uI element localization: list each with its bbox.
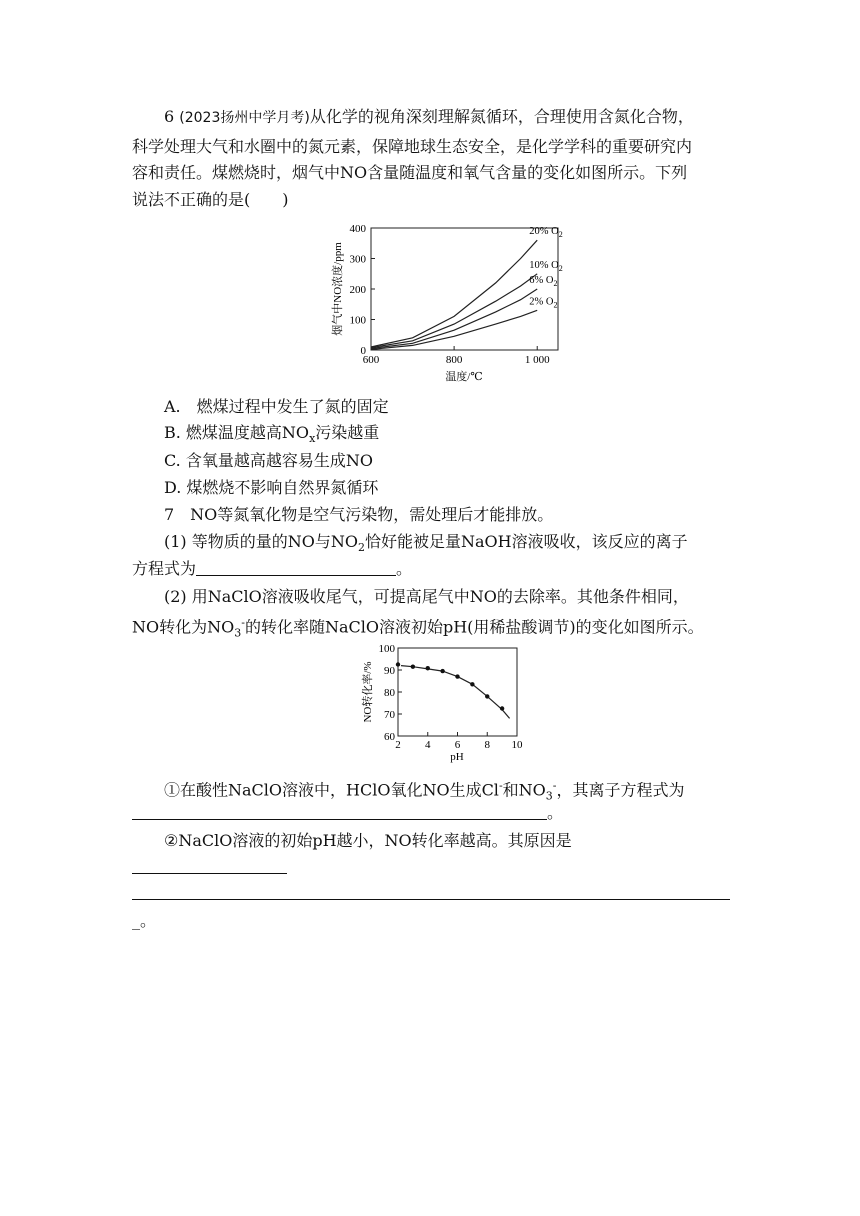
chart1-xtick-label: 1 000 (524, 354, 550, 366)
q7-s1-end: 。 (547, 803, 564, 822)
chart1-xlabel: 温度/℃ (445, 371, 483, 383)
chart1-xtick-label: 600 (362, 354, 380, 366)
q7-p2-a: NO转化为NO (132, 617, 235, 637)
chart-no-concentration (325, 218, 570, 388)
q7-p1-line1 (164, 532, 764, 558)
chart2-xtick-label: 4 (425, 739, 431, 751)
chart1-series-label: 6% $O_2$ (529, 275, 558, 288)
chart2-ytick-label: 100 (378, 643, 395, 655)
q7-p2-line1: (2) 用NaClO溶液吸收尾气，可提高尾气中NO的去除率。其他条件相同， (164, 587, 689, 606)
q7-p1-blank[interactable] (196, 559, 396, 576)
chart2-point (411, 665, 415, 669)
chart1-ytick-label: 200 (349, 284, 366, 296)
chart1-ytick-label: 0 (360, 345, 366, 357)
q7-intro: 7 NO等氮氧化物是空气污染物，需处理后才能排放。 (164, 505, 554, 524)
q7-s1-b: 和NO (502, 780, 546, 800)
chart1-series-label: 10% $O_2$ (529, 259, 563, 273)
q6-line4: 说法不正确的是( ) (132, 190, 289, 209)
q7-s2-end: _。 (132, 911, 157, 930)
q7-p1-label: 方程式为 (132, 559, 197, 578)
chart2-point (440, 669, 444, 673)
q6-number: 6 (164, 107, 175, 126)
q7-s2-blank-line1 (132, 857, 732, 877)
q7-p1-line2 (132, 559, 732, 579)
chart-no-conversion (357, 642, 537, 764)
chart2-point (470, 682, 474, 686)
q7-s1-sub: 3 (545, 789, 553, 803)
chart1-ytick-label: 400 (349, 223, 366, 235)
chart2-ytick-label: 60 (384, 731, 395, 743)
option-a: A. 燃煤过程中发生了氮的固定 (164, 397, 389, 416)
q7-s2-line1: ②NaClO溶液的初始pH越小，NO转化率越高。其原因是 (164, 831, 572, 850)
option-d: D. 煤燃烧不影响自然界氮循环 (164, 478, 379, 497)
chart2-xtick-label: 2 (395, 739, 401, 751)
q6-source: (2023扬州中学月考) (179, 110, 310, 126)
q7-s1-a: ①在酸性NaClO溶液中，HClO氧化NO生成Cl (164, 780, 499, 800)
q7-s2-blank1[interactable] (132, 857, 287, 874)
chart2-series-line (401, 666, 510, 719)
chart1-series-label: 2% $O_2$ (529, 296, 558, 310)
q7-p2-b: 的转化率随NaClO溶液初始pH(用稀盐酸调节)的变化如图所示。 (244, 617, 704, 637)
chart2-ytick-label: 80 (384, 687, 395, 699)
chart1-frame (371, 228, 558, 350)
option-b-text: B. 燃煤温度越高NO (164, 423, 310, 442)
q7-s1-sup2: - (552, 779, 557, 792)
chart2-xtick-label: 6 (454, 739, 461, 751)
chart2-point (426, 666, 430, 670)
q7-s1-line1 (164, 776, 764, 807)
chart1-series-label: 20% $O_2$ (529, 226, 563, 240)
q7-s1-c: ，其离子方程式为 (556, 780, 685, 800)
chart1-series-line (371, 240, 537, 347)
option-b (164, 423, 764, 449)
q7-s2-blank2[interactable] (132, 883, 730, 900)
chart2-point (500, 706, 504, 710)
q6-line3: 容和责任。煤燃烧时，烟气中NO含量随温度和氧气含量的变化如图所示。下列 (132, 163, 688, 182)
q6-line1 (164, 107, 764, 128)
chart2-frame (398, 648, 517, 736)
q7-p1-sub: 2 (358, 541, 365, 555)
chart1-xtick-label: 800 (445, 354, 463, 366)
option-b-sub: x (309, 432, 316, 446)
chart2-xtick-label: 10 (511, 739, 523, 751)
q7-s1-line2 (132, 803, 732, 823)
chart2-xlabel: pH (450, 751, 464, 763)
q7-s2-blank-line2 (132, 883, 732, 903)
chart2-ylabel: NO转化率/% (362, 661, 374, 723)
chart2-point (396, 662, 400, 666)
chart1-ylabel: 烟气中NO浓度/ppm (332, 242, 344, 336)
q7-p1-end: 。 (396, 559, 413, 578)
chart2-ytick-label: 90 (384, 665, 395, 677)
q7-p1-a: (1) 等物质的量的NO与NO (164, 532, 358, 551)
q7-s1-sup: - (498, 779, 503, 792)
q7-p2-sub: 3 (234, 626, 242, 640)
chart2-xtick-label: 8 (484, 739, 490, 751)
chart2-point (455, 674, 459, 678)
option-c: C. 含氧量越高越容易生成NO (164, 451, 373, 470)
chart2-ytick-label: 70 (384, 709, 395, 721)
q7-p1-b: 恰好能被足量NaOH溶液吸收，该反应的离子 (365, 532, 688, 551)
chart1-ytick-label: 100 (349, 314, 366, 327)
q6-line2: 科学处理大气和水圈中的氮元素，保障地球生态安全，是化学学科的重要研究内 (132, 137, 693, 156)
option-b-tail: 污染越重 (315, 423, 380, 442)
chart2-point (485, 694, 489, 698)
q7-s1-blank[interactable] (132, 803, 547, 820)
q7-p2-sup: - (241, 616, 245, 629)
chart1-ytick-label: 300 (349, 253, 366, 266)
q6-text1: 从化学的视角深刻理解氮循环，合理使用含氮化合物， (309, 107, 694, 126)
q7-p2-line2 (132, 613, 732, 644)
